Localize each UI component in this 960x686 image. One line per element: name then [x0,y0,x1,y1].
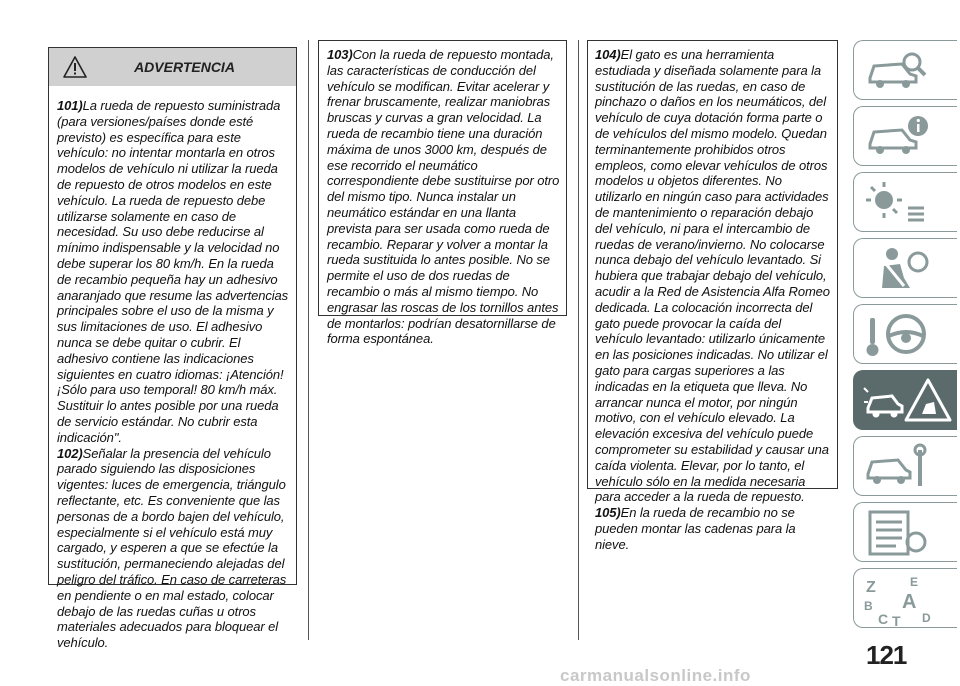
page-number: 121 [866,640,907,670]
svg-text:C: C [878,611,889,627]
note-text: La rueda de repuesto suministrada (para versiones/países donde esté previsto) es específica para este vehículo: no intentar montarla en otros modelos de vehículo ni utilizar la rueda de repuesto de otros modelos en este vehículo. La rueda de repuesto debe utilizarse solamente en caso de necesidad. Su uso debe reducirse al mínimo indispensable y la velocidad no debe superar los 80 km/h. En la rueda de recambio pequeña hay un adhesivo anaranjado que resume las advertencias principales sobre el uso de la misma y sus limitaciones de uso. El adhesivo nunca se debe quitar o cubrir. El adhesivo contiene las indicaciones siguientes en cuatro idiomas: ¡Atención! ¡Sólo para uso temporal! 80 km/h máx. Sustituir lo antes posible por una rueda de servicio estándar. No cubrir esta indicación". [57,98,289,445]
chapter-tab-index[interactable] [853,568,957,628]
chapter-tab-technical-data[interactable] [853,502,957,562]
warning-body [49,86,296,651]
chapter-tab-dashboard-lights[interactable] [853,172,957,232]
key-steering-icon [862,310,932,360]
note-102 [57,446,290,651]
note-104 [595,47,832,505]
watermark: carmanualsonline.info [560,666,751,685]
car-service-icon [862,442,932,492]
index-letters-icon [862,574,942,628]
chapter-tab-seatbelt-airbag[interactable] [853,238,957,298]
svg-text:D: D [922,611,931,625]
warning-triangle-car-icon [862,376,952,426]
svg-text:T: T [892,613,901,628]
note-number: 104) [595,47,621,62]
car-info-icon [862,112,932,162]
svg-text:B: B [864,599,873,613]
note-number: 105) [595,505,621,521]
note-number: 102) [57,445,83,461]
column-divider [308,40,309,640]
note-103 [327,47,560,347]
note-101 [57,98,290,446]
chapter-tab-car-info[interactable] [853,106,957,166]
note-105 [595,505,832,552]
dashboard-lights-icon [862,178,932,228]
note-text: El gato es una herramienta estudiada y diseñada solamente para la sustitución de las ruedas, en caso de pinchazo o daños en los neumáticos, del vehículo de cuya dotación forma parte o de vehículos del mismo modelo. Quedan terminantemente prohibidos otros empleos, como elevar vehículos de otros modelos u objetos diferentes. No utilizarlo en ningún caso para actividades de mantenimiento o reparación debajo del vehículo, ni para el intercambio de ruedas de verano/invierno. No colocarse nunca debajo del vehículo levantado. Si hubiera que trabajar debajo del vehículo, acudir a la Red de Asistencia Alfa Romeo dedicada. La colocación incorrecta del gato puede provocar la caída del vehículo levantado: utilizarlo únicamente en las posiciones indicadas. No utilizar el gato para cargas superiores a las indicadas en la etiqueta que lleva. No arrancar nunca el motor, por ningún motivo, con el vehículo elevado. La elevación excesiva del vehículo puede comprometer su estabilidad y causar una caída violenta. Elevar, por lo tanto, el vehículo sólo en la medida necesaria para acceder a la rueda de repuesto. [595,47,830,505]
column-divider [578,40,579,640]
note-box-103 [318,40,567,347]
svg-text:Z: Z [866,579,876,596]
warning-title: ADVERTENCIA [134,59,235,75]
chapter-tab-car-search[interactable] [853,40,957,100]
note-number: 103) [327,47,353,62]
technical-data-icon [862,508,932,558]
warning-box [48,47,297,651]
note-box-104 [587,40,838,552]
chapter-tab-key-steering[interactable] [853,304,957,364]
note-text: Señalar la presencia del vehículo parado siguiendo las disposiciones vigentes: luces de emergencia, triángulo reflectante, etc. Es conveniente que las personas de a bordo bajen del vehículo, especialmente si el vehículo está muy cargado, y esperen a que se efectúe la sustitución, permaneciendo alejadas del peligro del tráfico. En caso de carreteras en pendiente o en mal estado, colocar debajo de las ruedas cuñas u otros materiales adecuados para bloquear el vehículo. [57,445,287,651]
note-text: Con la rueda de repuesto montada, las características de conducción del vehículo se modifican. Evitar acelerar y frenar bruscamente, realizar maniobras bruscas y curvas a gran velocidad. La rueda de recambio tiene una duración máxima de unos 3000 km, después de ese recorrido el neumático correspondiente debe sustituirse por otro del mismo tipo. Nunca instalar un neumático estándar en una llanta prevista para ser usada como rueda de recambio. Reparar y volver a montar la rueda sustituida lo antes posible. No se permite el uso de dos ruedas de recambio o más al mismo tiempo. No engrasar las roscas de los tornillos antes de montarlos: podrían desatornillarse de forma espontánea. [327,47,560,347]
chapter-tab-car-service[interactable] [853,436,957,496]
chapter-tab-emergency[interactable] [853,370,957,430]
svg-text:A: A [902,591,917,613]
note-text: En la rueda de recambio no se pueden montar las cadenas para la nieve. [595,505,796,552]
warning-header [49,48,296,86]
note-number: 101) [57,98,83,113]
svg-text:E: E [910,575,919,589]
seatbelt-airbag-icon [862,244,932,294]
car-search-icon [862,46,932,96]
